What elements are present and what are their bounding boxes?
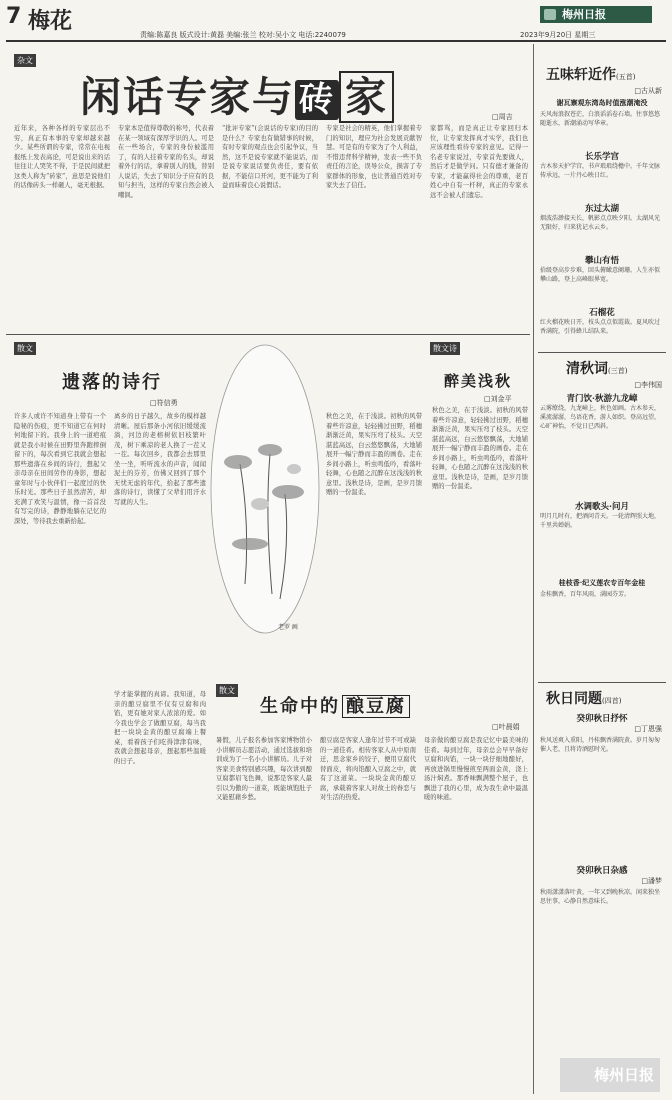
essay4-col3: 母亲做的酿豆腐是我记忆中最美味的佳肴。每到过年，母亲总会早早备好豆腐和肉馅，一块一块仔细地酿好，再放进锅里慢慢煎至两面金黄，浇上汤汁焖煮。那香味飘满整个屋子，也飘进了我的心里，成为我生命中最温暖的味道。 [424, 737, 528, 801]
essay1-title-a: 闲话专家与 [80, 73, 295, 121]
essay4-title-b: 酿豆腐 [342, 695, 410, 718]
sidebar-h3-sub: (四首) [602, 697, 622, 705]
sidebar-h2 [566, 358, 627, 378]
sidebar-h1-text: 五味轩近作 [546, 67, 616, 83]
essay2-col2: 离乡的日子越久，故乡的模样越清晰。屋后那条小河依旧缓缓流淌，河边的老榕树依旧枝繁叶茂，树下乘凉的老人换了一茬又一茬。每次回乡，我都会去那里坐一坐，听听流水的声音，闻闻泥土的芬芳，仿佛又回到了那个无忧无虑的年代，拾起了那些遗落的诗行，读懂了父辈们用汗水写就的人生。 [114, 413, 206, 506]
ci1-text: 云雾缭绕，九龙嶂上，秋色如画。古木参天，溪流潺潺，鸟语花香，游人如织。登高远望，心旷神怡，不觉日已西斜。 [540, 405, 661, 430]
ci3-text: 金桂飘香，百年风雨，满园芬芳。 [540, 591, 631, 598]
poem4-text: 拾级登高步步难，回头俯瞰意阑珊。人生亦似攀山路，登上高峰眼界宽。 [540, 267, 661, 283]
essay1-col3: “批评专家”(会说话的专家)的目的是什么？专家也有做错事的时候，有时专家的观点也会引起争议，当然，这不是说专家就不能说话，而是说专家说话要负责任，要有依据，不能信口开河，更不能为了利益而昧着良心说假话。 [222, 125, 318, 189]
essay1-bottom-rule [6, 334, 530, 335]
essay3-tag: 散文诗 [430, 342, 460, 355]
poem1-title: 谢瓦寨观东湾岛时值涨潮淹没 [556, 98, 648, 107]
essay2-byline: □符信勇 [150, 399, 178, 407]
essay2-title: 遗落的诗行 [62, 372, 162, 393]
sidebar-rule2 [538, 682, 666, 683]
sidebar-byline4: □潘梦 [641, 877, 662, 885]
ci3-title: 桂枝香·纪义莲农专百年金桂 [558, 578, 646, 587]
page-header [0, 0, 672, 40]
tong1-text: 秋风送爽入重阳，丹桂飘香满院黄。岁月匆匆催人老，且将诗酒慰时光。 [540, 737, 661, 753]
paper-watermark: 梅州日报 [560, 1058, 660, 1092]
poem5-text: 红火榴花映日开，枝头点点似霞裁。夏风吹过香满院，引得蜂儿结队来。 [540, 319, 661, 335]
poem2-title: 长乐学宫 [584, 152, 619, 162]
sidebar-h1-sub: (五首) [616, 73, 636, 81]
sidebar-h1 [546, 64, 635, 84]
essay3-byline: □刘金平 [484, 395, 512, 403]
sidebar-byline3: □丁恩强 [634, 725, 662, 733]
essay1-tag: 杂文 [14, 54, 36, 67]
poem1-text: 天风海浪叙苍茫，白浪滔滔卷石墙。往事悠悠随逝水，新潮涌动写华章。 [540, 111, 661, 127]
essay4-col2: 酿豆腐是客家人逢年过节不可或缺的一道佳肴。相传客家人从中原南迁，思念家乡的饺子，便用豆腐代替面皮，将肉馅酿入豆腐之中，就有了这道菜。一块块金黄的酿豆腐，承载着客家人对故土的眷恋与对生活的热爱。 [320, 737, 416, 801]
ci1-title: 青门饮·秋游九龙嶂 [566, 394, 638, 404]
poetry-sidebar [538, 58, 666, 1098]
sidebar-h3-text: 秋日同题 [546, 691, 602, 707]
essay1-byline: □周吉 [492, 113, 513, 121]
editor-meta: 责编:陈嘉良 版式设计:黄磊 美编:张兰 校对:吴小文 电话:2240079 [140, 31, 346, 39]
essay1-title [80, 64, 394, 123]
sidebar-byline2: □李伟国 [634, 381, 662, 389]
header-rule [6, 40, 666, 42]
essay1-col5: 家都骂，而是真正让专家回归本位，让专家发挥真才实学，我们也应该理性看待专家的意见。记得一名老专家说过，专家首先要做人，然后才是做学问。只有德才兼备的专家，才能赢得社会的尊重，老百姓心中自有一杆秤，真正的专家永远不会被人们遗忘。 [430, 125, 528, 199]
paper-logo: 梅州日报 [540, 6, 652, 23]
essay4-col4: 学才能掌握的真谛。我知道，母亲的酿豆腐里不仅有豆腐和肉馅，更有她对家人浓浓的爱。如今我也学会了做酿豆腐，每当我把一块块金黄的酿豆腐端上餐桌，看着孩子们吃得津津有味，我就会想起母亲，想起那些温暖的日子。 [114, 691, 206, 765]
sidebar-separator [533, 44, 534, 1094]
essay1-title-b: 砖 [295, 80, 339, 120]
tong2-text: 秋雨潇潇落叶黄，一年又到晚秋凉。闲来独坐思往事，心静自然意味长。 [540, 889, 661, 905]
sidebar-rule1 [538, 352, 666, 353]
issue-date: 2023年9月20日 星期三 [520, 31, 596, 39]
poem3-title: 东过太湖 [584, 204, 619, 214]
essay2-col1: 许多人或许不知道身上带有一个隐秘的伤痕，更不知道它在何时何地留下的。我身上的一道疤痕就是我小时候在田野里奔跑摔倒留下的，每次看到它我就会想起那些遗落在乡间的诗行，想起父亲母亲在田间劳作的身影，想起童年时与小伙伴们一起度过的快乐时光。那些日子虽然清苦，却充满了欢笑与温情，像一首首没有写完的诗，静静地躺在记忆的深处，等待我去重新拾起。 [14, 413, 106, 525]
essay3-text: 秋色之美，在于浅淡。初秋的风带着些许凉意，轻轻拂过田野，稻穗渐渐泛黄，果实压弯了枝头。天空湛蓝高远，白云悠悠飘荡，大地铺展开一幅宁静而丰盈的画卷。走在乡间小路上，听虫鸣低吟，看落叶轻舞，心也随之沉醉在这浅浅的秋意里。浅秋是诗，是画，是岁月馈赠的一份温柔。 [432, 407, 528, 490]
essay4-byline: □叶晨娟 [492, 723, 520, 731]
sidebar-h2-sub: (三首) [608, 367, 628, 375]
lotus-painting [210, 344, 320, 634]
essay1-col2: 专家本是值得尊敬的称号，代表着在某一领域有深厚学识的人。可是在一些场合，专家的身份被滥用了，有的人挂着专家的名头，却说着外行的话，拿着别人的钱，替别人说话，失去了知识分子应有的良知与担当，这样的专家自然会被人嘲讽。 [118, 125, 214, 199]
sidebar-h3 [546, 688, 621, 708]
essay2-tag: 散文 [14, 342, 36, 355]
page-number: 7 [6, 4, 22, 29]
ci2-title: 水调歌头·问月 [575, 502, 629, 512]
essay4-col1: 暑假，儿子报名参加客家博物馆小小讲解员志愿活动，通过选拔和培训成为了一名小小讲解员。儿子对客家美食特别感兴趣，每次讲到酿豆腐都眉飞色舞，说那是客家人最引以为傲的一道菜，既能填饱肚子又能慰藉乡愁。 [216, 737, 312, 801]
essay3-extra: 秋色之美，在于浅淡。初秋的风带着些许凉意，轻轻拂过田野，稻穗渐渐泛黄，果实压弯了枝头。天空湛蓝高远，白云悠悠飘荡，大地铺展开一幅宁静而丰盈的画卷。走在乡间小路上，听虫鸣低吟，看落叶轻舞，心也随之沉醉在这浅浅的秋意里。浅秋是诗，是画，是岁月馈赠的一份温柔。 [326, 413, 422, 496]
tong2-title: 癸卯秋日杂感 [576, 866, 628, 876]
poem3-text: 烟波浩渺接天长，帆影点点映夕阳。太湖风光无限好，归来犹记水云乡。 [540, 215, 661, 231]
artwork-caption: 老罗 画 [278, 624, 298, 631]
tong1-title: 癸卯秋日抒怀 [576, 714, 628, 724]
essay1-title-c: 家 [339, 71, 394, 123]
essay3-title: 醉美浅秋 [444, 372, 513, 390]
essay4-tag: 散文 [216, 684, 238, 697]
essay1-col4: 专家是社会的精英，他们掌握着专门的知识，理应为社会发展贡献智慧。可是有的专家为了个人利益，不惜违背科学精神，发表一些不负责任的言论，误导公众，损害了专家群体的形象，也让普通百姓对专家失去了信任。 [326, 125, 422, 189]
essay4-title-a: 生命中的 [260, 696, 340, 717]
ci2-text: 明月几时有，把酒问青天。一轮清辉照大地，千里共婵娟。 [540, 513, 661, 529]
poem5-title: 石榴花 [589, 308, 615, 318]
essay1-col1: 近年来，各种各样的专家层出不穷，真正有本事的专家却越来越少。某些所谓的专家，常常在电视报纸上发表高论，可是说出来的话往往让人哭笑不得，于是民间就把这类人称为“砖家”，意思是说他们的话像砖头一样砸人，毫无根据。 [14, 125, 110, 189]
essay4-title [260, 692, 410, 718]
poem2-text: 古木参天护学宫，书声琅琅绕檐中。千年文脉传承远，一片丹心映日红。 [540, 163, 661, 179]
poem4-title: 攀山有悟 [584, 256, 619, 266]
sidebar-byline1: □古从新 [634, 87, 662, 95]
section-name: 梅花 [28, 8, 73, 34]
sidebar-h2-text: 清秋词 [566, 361, 608, 377]
